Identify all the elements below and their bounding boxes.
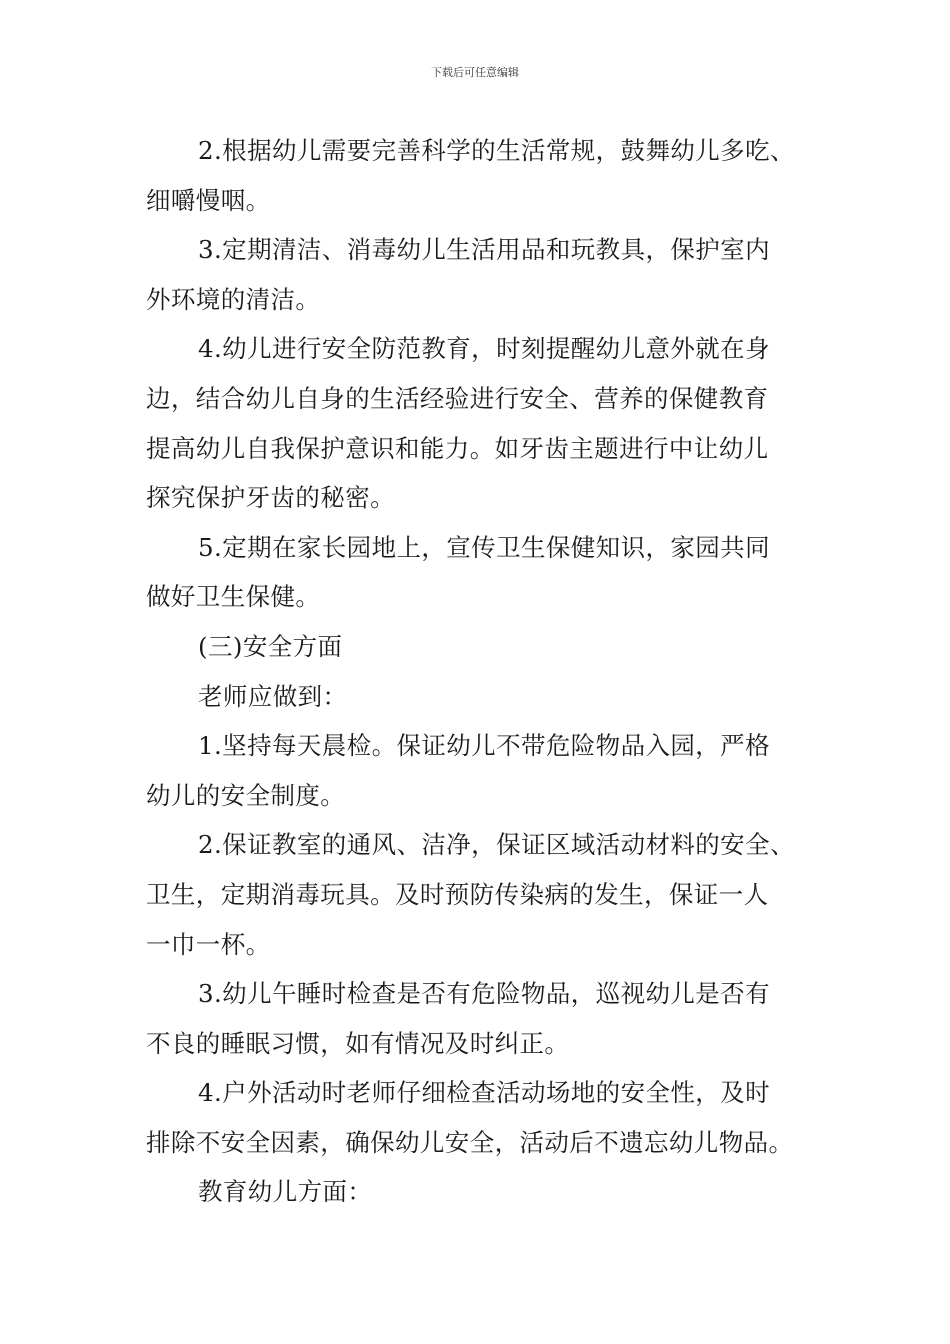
paragraph-line: 一巾一杯。	[146, 929, 271, 959]
paragraph-line: 幼儿的安全制度。	[146, 780, 346, 810]
paragraph-line: 排除不安全因素，确保幼儿安全，活动后不遗忘幼儿物品。	[146, 1127, 794, 1157]
paragraph-line: 提高幼儿自我保护意识和能力。如牙齿主题进行中让幼儿	[146, 433, 769, 463]
subsection-heading: 教育幼儿方面：	[198, 1177, 373, 1207]
paragraph-line: 3.幼儿午睡时检查是否有危险物品，巡视幼儿是否有	[198, 979, 770, 1009]
paragraph-line: 外环境的清洁。	[146, 284, 321, 314]
subsection-heading: 老师应做到：	[198, 681, 348, 711]
paragraph-line: 不良的睡眠习惯，如有情况及时纠正。	[146, 1028, 570, 1058]
paragraph-line: 2.根据幼儿需要完善科学的生活常规，鼓舞幼儿多吃、	[198, 136, 795, 165]
document-body	[146, 126, 826, 1217]
paragraph-line: 4.幼儿进行安全防范教育，时刻提醒幼儿意外就在身	[198, 334, 770, 364]
paragraph-line: 4.户外活动时老师仔细检查活动场地的安全性，及时	[198, 1078, 770, 1108]
paragraph-line: 1.坚持每天晨检。保证幼儿不带危险物品入园，严格	[198, 731, 770, 761]
paragraph-line: 做好卫生保健。	[146, 582, 321, 612]
paragraph-line: 细嚼慢咽。	[146, 185, 271, 215]
paragraph-line: 卫生，定期消毒玩具。及时预防传染病的发生，保证一人	[146, 879, 769, 909]
page-header: 下载后可任意编辑	[431, 66, 519, 79]
paragraph-line: 5.定期在家长园地上，宣传卫生保健知识，家园共同	[198, 532, 770, 562]
paragraph-line: 边，结合幼儿自身的生活经验进行安全、营养的保健教育	[146, 383, 769, 413]
section-heading: (三)安全方面	[198, 631, 343, 661]
paragraph-line: 3.定期清洁、消毒幼儿生活用品和玩教具，保护室内	[198, 235, 770, 265]
paragraph-line: 2.保证教室的通风、洁净，保证区域活动材料的安全、	[198, 830, 795, 860]
paragraph-line: 探究保护牙齿的秘密。	[146, 483, 395, 513]
